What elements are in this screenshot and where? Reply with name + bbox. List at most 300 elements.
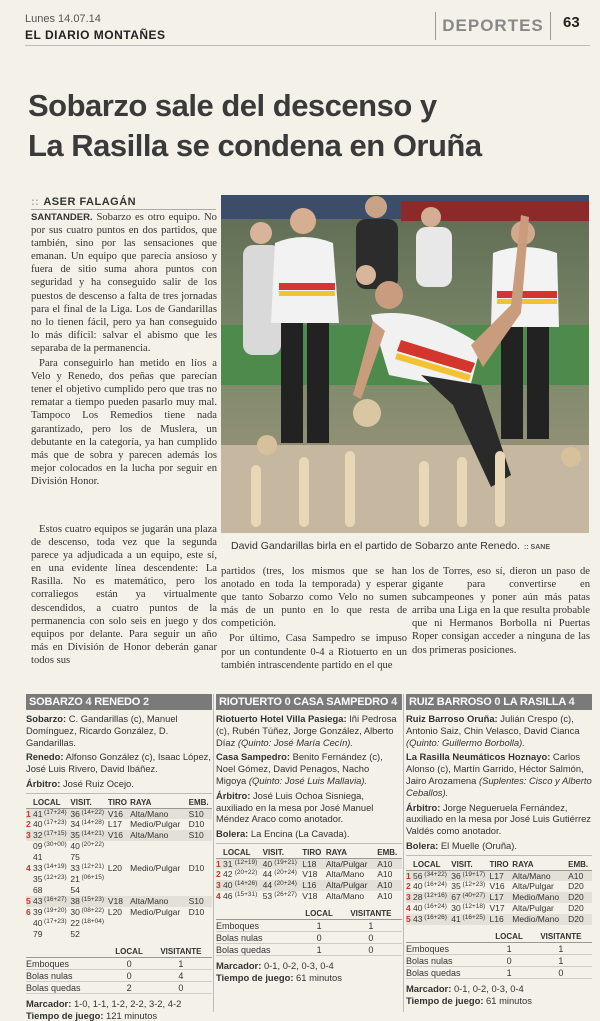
emb	[189, 918, 212, 929]
local-score: 41	[33, 808, 43, 819]
team-label: Renedo:	[26, 751, 64, 763]
emb: A10	[377, 880, 402, 891]
column-header: RAYA	[512, 859, 568, 871]
match-title	[406, 694, 592, 710]
local-detail: (14+19)	[44, 863, 67, 871]
away-score: 2	[142, 696, 149, 708]
local-detail: (16+26)	[424, 914, 451, 925]
tiempo-label: Tiempo de juego:	[26, 1010, 104, 1021]
raya: Alta/Pulgar	[326, 880, 377, 891]
author-name: ASER FALAGÁN	[43, 196, 137, 208]
table-row	[216, 880, 402, 891]
stat-local: 1	[298, 944, 340, 956]
team-label: Ruiz Barroso Oruña:	[406, 713, 498, 724]
raya	[130, 918, 188, 929]
raya: Alta/Mano	[130, 896, 188, 907]
bolera	[216, 828, 402, 840]
article-column-left	[31, 211, 217, 490]
visit-detail: (26+27)	[274, 891, 297, 899]
column-header: VISITANTE	[150, 946, 212, 958]
table-row	[26, 852, 212, 863]
page-number: 63	[563, 14, 580, 31]
raya: Alta/Mano	[325, 869, 365, 880]
away-team-name: LA RASILLA	[503, 696, 566, 708]
local-detail: (12+16)	[424, 892, 451, 903]
referee-label: Árbitro:	[406, 801, 441, 813]
emb: A10	[377, 891, 393, 902]
raya: Alta/Mano	[130, 830, 188, 841]
local-score: 68	[33, 885, 43, 896]
referee-label: Árbitro:	[26, 777, 61, 789]
local-detail	[44, 852, 70, 863]
table-row	[26, 819, 212, 830]
emb	[189, 841, 212, 852]
tiro: L17	[490, 870, 513, 881]
local-score: 46	[223, 891, 233, 902]
table-divider	[213, 694, 214, 1012]
tiempo	[406, 995, 592, 1007]
tiempo-value: 121 minutos	[106, 1010, 158, 1021]
stat-label: Bolas nulas	[216, 932, 298, 944]
visit-score: 67	[451, 892, 461, 903]
raya: Medio/Pulgar	[130, 819, 181, 830]
table-row	[26, 863, 212, 874]
tiro: V16	[489, 881, 505, 892]
stat-label: Bolas nulas	[26, 970, 108, 982]
stat-local: 0	[488, 955, 530, 967]
table-row	[406, 903, 592, 914]
away-team-name: CASA SAMPEDRO	[293, 696, 389, 708]
visit-score: 40	[70, 841, 80, 852]
local-score: 09	[33, 841, 43, 852]
raya: Alta/Mano	[130, 808, 188, 819]
paragraph-5: Por último, Casa Sampedro se impuso por un contundente 0-4 a Riotuerto en un también intrascendente partido en el que	[221, 633, 407, 671]
table-row	[26, 907, 212, 918]
emb: D10	[188, 907, 205, 918]
raya: Alta/Mano	[325, 891, 365, 902]
raya: Alta/Pulgar	[512, 881, 554, 892]
summary-header-row	[26, 946, 212, 958]
stat-local: 2	[108, 982, 150, 994]
visit-score: 33	[70, 863, 80, 874]
local-detail: (12+23)	[44, 874, 67, 882]
stat-label: Emboques	[26, 958, 108, 970]
stat-local: 0	[298, 932, 340, 944]
chico-number	[26, 874, 33, 885]
team-players: Alfonso González (c), Isaac López, José Luis Rivero, David Ibáñez.	[26, 751, 211, 775]
marcador-label: Marcador:	[216, 960, 262, 972]
local-detail: (14+26)	[235, 880, 263, 891]
table-row	[216, 944, 402, 956]
stat-local: 1	[488, 967, 530, 979]
local-detail: (16+24)	[424, 881, 447, 889]
chico-number: 1	[26, 808, 33, 819]
match-title	[26, 694, 212, 710]
visit-detail	[81, 885, 107, 896]
newspaper-name: EL DIARIO MONTAÑES	[25, 28, 166, 42]
visit-score: 52	[70, 929, 80, 940]
header-divider	[25, 45, 590, 46]
team-subs: (Suplentes: Cisco y Alberto Ceballos).	[406, 774, 592, 798]
chico-number: 2	[406, 881, 411, 892]
column-header: EMB.	[189, 797, 212, 809]
emb: D20	[568, 914, 592, 925]
stat-label: Emboques	[216, 920, 298, 932]
marcador-value: 0-1, 0-2, 0-3, 0-4	[263, 960, 334, 972]
byline-dots-icon: ::	[31, 196, 40, 208]
chico-number	[26, 852, 33, 863]
team-label: La Rasilla Neumáticos Hoznayo:	[406, 751, 551, 763]
table-row	[26, 885, 212, 896]
column-header: LOCAL	[413, 859, 451, 871]
column-header: RAYA	[130, 797, 188, 809]
emb: D10	[188, 863, 205, 874]
results-table	[406, 859, 592, 926]
emb	[189, 929, 212, 940]
local-score: 39	[33, 907, 43, 918]
referee-name: José Ruiz Ocejo.	[62, 777, 134, 789]
visit-score: 35	[451, 881, 461, 892]
emb	[189, 885, 212, 896]
local-score: 31	[223, 858, 235, 869]
local-detail: (19+20)	[44, 907, 67, 915]
emb: D20	[568, 881, 584, 892]
stat-visit: 1	[340, 920, 402, 932]
stat-label: Bolas quedas	[406, 967, 488, 979]
visit-score: 21	[70, 874, 80, 885]
visit-detail: (15+23)	[81, 896, 107, 907]
page-header	[25, 8, 590, 44]
referee-label: Árbitro:	[216, 789, 251, 801]
results-header-row	[406, 859, 592, 871]
marcador-value: 0-1, 0-2, 0-3, 0-4	[453, 983, 524, 995]
bolera-label: Bolera:	[216, 828, 249, 840]
column-header: VISITANTE	[340, 908, 402, 920]
stat-visit: 0	[340, 932, 402, 944]
referee	[406, 802, 592, 837]
stat-local: 1	[298, 920, 340, 932]
table-row	[26, 841, 212, 852]
table-row	[406, 967, 592, 979]
visit-score: 54	[70, 885, 80, 896]
stat-visit: 4	[150, 970, 212, 982]
chico-number: 2	[26, 819, 31, 830]
visit-score: 36	[70, 808, 80, 819]
match-box-sobarzo-renedo	[26, 694, 212, 1021]
table-row	[26, 958, 212, 970]
away-score: 4	[391, 696, 397, 708]
marcador	[26, 998, 212, 1010]
chico-number: 5	[26, 896, 33, 907]
tiempo-label: Tiempo de juego:	[406, 995, 484, 1007]
raya	[130, 885, 188, 896]
tiro	[108, 874, 130, 885]
tiro: L18	[302, 858, 326, 869]
tiro	[108, 885, 130, 896]
raya: Alta/Pulgar	[326, 858, 377, 869]
bolera	[406, 840, 592, 852]
match-title	[216, 694, 402, 710]
table-row	[406, 881, 592, 892]
away-lineup	[406, 751, 592, 798]
local-score: 40	[33, 918, 43, 929]
team-players: Benito Fernández (c), Noel Gómez, David Penagos, Nacho Migoya	[216, 751, 383, 786]
tiro	[108, 852, 130, 863]
stat-visit: 1	[150, 958, 212, 970]
summary-header-row	[406, 931, 592, 943]
tiro: V16	[108, 830, 130, 841]
photo-caption: David Gandarillas birla en el partido de Sobarzo ante Renedo. :: SANE	[231, 540, 550, 552]
match-box-riotuerto-casa-sampedro	[216, 694, 402, 1012]
bolera-name: El Muelle (Oruña).	[440, 839, 517, 851]
table-row	[216, 891, 402, 902]
local-detail: (17+23)	[44, 819, 67, 827]
home-team-name: RUIZ BARROSO	[409, 696, 492, 708]
raya: Medio/Mano	[512, 914, 568, 925]
chico-number: 3	[26, 830, 33, 841]
emb	[189, 874, 212, 885]
stat-local: 1	[488, 943, 530, 955]
results-header-row	[216, 847, 402, 859]
visit-score: 40	[263, 858, 275, 869]
local-score: 56	[413, 870, 423, 881]
away-lineup	[26, 751, 212, 775]
home-score: 0	[284, 696, 291, 708]
column-header: TIRO	[302, 847, 326, 859]
emb: A10	[568, 870, 592, 881]
column-header: RAYA	[326, 847, 377, 859]
table-row	[406, 892, 592, 903]
local-score: 40	[33, 819, 43, 830]
column-header: TIRO	[108, 797, 130, 809]
visit-detail: (16+25)	[463, 914, 490, 925]
visit-detail: (20+22)	[81, 841, 105, 849]
summary-table	[406, 931, 592, 979]
local-detail: (16+24)	[424, 903, 447, 911]
local-score: 43	[33, 896, 43, 907]
visit-detail: (20+24)	[274, 880, 302, 891]
visit-score: 75	[70, 852, 80, 863]
table-row	[26, 896, 212, 907]
local-score: 42	[223, 869, 233, 880]
issue-date: Lunes 14.07.14	[25, 13, 101, 25]
dateline-city: SANTANDER.	[31, 212, 93, 223]
emb: D20	[568, 903, 584, 914]
referee-name: Jorge Negueruela Fernández, auxiliado en la mesa por José Luis Gutiérrez Valdés como anotador.	[406, 801, 591, 837]
column-header	[406, 931, 488, 943]
emb	[189, 852, 212, 863]
away-lineup	[216, 751, 402, 786]
chico-number	[26, 929, 33, 940]
emb: A10	[377, 858, 402, 869]
summary-table	[216, 908, 402, 956]
paragraph-5-continued: los de Torres, eso sí, dieron un paso de gigante para convertirse en subcampeones y poner aún más patas arriba una Liga en la que resulta probable que ni Hermanos Borbolla ni Puertas Roper consigan acceder a ninguna de las dos primeras posiciones.	[412, 566, 590, 656]
team-label: Riotuerto Hotel Villa Pasiega:	[216, 713, 347, 724]
chico-number	[26, 918, 33, 929]
headline-line-2: La Rasilla se condena en Oruña	[28, 128, 482, 163]
team-subs: (Quinto: José María Cecín).	[237, 736, 354, 748]
stat-label: Bolas quedas	[26, 982, 108, 994]
team-players: Carlos Alonso (c), Martín Garrido, Héctor Salmón, Jairo Arozamena	[406, 751, 584, 786]
tiro: L16	[302, 880, 326, 891]
home-score: 4	[85, 696, 92, 708]
visit-detail: (06+15)	[81, 874, 105, 882]
chico-number: 3	[216, 880, 223, 891]
paragraph-2: Para conseguirlo han metido en líos a Velo y Renedo, dos peñas que parecían tener el objetivo cumplido pero que tras no rematar a tiempo pueden pasarlo muy mal. Tampoco Los Remedios tiene nada garantizado, pero los de Muslera, un debutante en la categoría, ya han cumplido más que de sobra y parecen además los mejor colocados en la lucha por seguir en División Honor.	[31, 358, 217, 487]
table-row	[26, 970, 212, 982]
paragraph-4: partidos (tres, los mismos que se han anotado en toda la temporada) y esperar que tanto Sobarzo como Velo no sumen más de un punto en lo que resta de competición.	[221, 566, 407, 630]
summary-header-row	[216, 908, 402, 920]
stat-local: 0	[108, 958, 150, 970]
tiro: V18	[302, 869, 318, 880]
visit-detail: (40+27)	[463, 892, 490, 903]
chico-number: 4	[26, 863, 31, 874]
visit-detail: (19+21)	[274, 858, 302, 869]
chico-number: 6	[26, 907, 31, 918]
local-score: 40	[223, 880, 235, 891]
team-subs: (Quinto: Guillermo Borbolla).	[406, 736, 525, 748]
visit-score: 35	[70, 830, 80, 841]
table-row	[216, 869, 402, 880]
tiempo	[216, 972, 402, 984]
table-row	[406, 870, 592, 881]
visit-detail: (14+28)	[81, 819, 105, 827]
chico-number: 4	[406, 903, 411, 914]
tiro: L20	[107, 863, 123, 874]
raya	[130, 929, 188, 940]
team-players: Julián Crespo (c), Antonio Saiz, Chin Velasco, David Cianca	[406, 713, 580, 736]
raya: Alta/Mano	[512, 870, 568, 881]
article-column-right	[412, 565, 590, 659]
table-row	[216, 858, 402, 869]
byline	[31, 196, 216, 208]
tiempo-value: 61 minutos	[486, 995, 532, 1007]
home-lineup	[26, 713, 212, 748]
home-team-name: SOBARZO	[29, 696, 83, 708]
home-lineup	[406, 713, 592, 748]
summary-table	[26, 946, 212, 994]
raya: Alta/Pulgar	[512, 903, 554, 914]
visit-score: 30	[70, 907, 80, 918]
chico-number	[26, 841, 33, 852]
tiro: V17	[489, 903, 505, 914]
visit-detail	[81, 929, 107, 940]
raya: Medio/Mano	[512, 892, 568, 903]
visit-score: 34	[70, 819, 80, 830]
photo-credit: :: SANE	[523, 544, 550, 551]
article-column-left-bottom	[31, 523, 217, 669]
team-label: Casa Sampedro:	[216, 751, 290, 763]
column-header	[216, 847, 223, 859]
visit-score: 38	[70, 896, 80, 907]
local-detail: (30+00)	[44, 841, 67, 849]
column-header: EMB.	[377, 847, 402, 859]
local-detail: (17+24)	[44, 808, 70, 819]
tiro: L16	[490, 914, 513, 925]
tiro: V18	[302, 891, 318, 902]
column-header: LOCAL	[223, 847, 263, 859]
table-row	[26, 830, 212, 841]
stat-visit: 0	[530, 967, 592, 979]
tiro	[108, 918, 130, 929]
visit-score: 53	[262, 891, 273, 902]
table-row	[26, 874, 212, 885]
local-detail: (16+27)	[44, 896, 70, 907]
column-header: VISITANTE	[530, 931, 592, 943]
visit-detail: (12+23)	[462, 881, 486, 889]
tiro	[108, 929, 130, 940]
local-detail: (17+15)	[44, 830, 70, 841]
results-header-row	[26, 797, 212, 809]
column-header: LOCAL	[298, 908, 340, 920]
local-detail	[44, 885, 70, 896]
marcador-value: 1-0, 1-1, 1-2, 2-2, 3-2, 4-2	[73, 998, 182, 1010]
bowling-photo-illustration	[221, 195, 589, 533]
raya	[130, 874, 188, 885]
visit-score: 44	[263, 880, 275, 891]
results-table	[216, 847, 402, 903]
local-score: 40	[413, 881, 423, 892]
away-score: 4	[568, 696, 575, 708]
bolera-name: La Encina (La Cavada).	[250, 828, 350, 840]
divider	[26, 793, 212, 794]
local-detail: (34+22)	[424, 870, 451, 881]
home-lineup	[216, 713, 402, 748]
raya: Medio/Pulgar	[130, 863, 181, 874]
chico-number: 3	[406, 892, 413, 903]
visit-detail: (14+22)	[81, 808, 107, 819]
visit-detail	[81, 852, 107, 863]
article-column-middle	[221, 565, 407, 674]
table-row	[216, 932, 402, 944]
team-label: Sobarzo:	[26, 713, 67, 724]
stat-visit: 0	[150, 982, 212, 994]
emb: S10	[189, 896, 212, 907]
referee	[26, 778, 212, 790]
home-score: 0	[494, 696, 501, 708]
tiempo	[26, 1010, 212, 1021]
table-row	[26, 808, 212, 819]
local-score: 41	[33, 852, 43, 863]
table-row	[26, 918, 212, 929]
column-header: LOCAL	[33, 797, 70, 809]
away-team-name: RENEDO	[94, 696, 141, 708]
visit-detail: (19+17)	[463, 870, 490, 881]
column-header: VISIT.	[451, 859, 489, 871]
team-players: Iñi Pedrosa (c), Rubén Túñez, Jorge González, Alberto Díaz	[216, 713, 397, 748]
article-photo	[221, 195, 589, 533]
visit-score: 41	[451, 914, 461, 925]
team-players: C. Gandarillas (c), Manuel Domínguez, Ricardo González, D. Gandarillas.	[26, 713, 178, 748]
home-team-name: RIOTUERTO	[219, 696, 282, 708]
local-detail	[44, 929, 70, 940]
stat-visit: 0	[340, 944, 402, 956]
stat-label: Bolas quedas	[216, 944, 298, 956]
tiro: V18	[108, 896, 130, 907]
local-score: 32	[33, 830, 43, 841]
divider	[216, 843, 402, 844]
visit-detail: (12+18)	[462, 903, 486, 911]
raya	[130, 841, 188, 852]
match-box-ruiz-barroso-la-rasilla	[406, 694, 592, 1012]
chico-number	[26, 885, 33, 896]
local-score: 40	[413, 903, 423, 914]
section-name: DEPORTES	[435, 12, 551, 40]
stat-visit: 1	[530, 955, 592, 967]
visit-detail: (12+21)	[81, 863, 105, 871]
byline-divider	[31, 209, 216, 210]
table-row	[406, 914, 592, 925]
